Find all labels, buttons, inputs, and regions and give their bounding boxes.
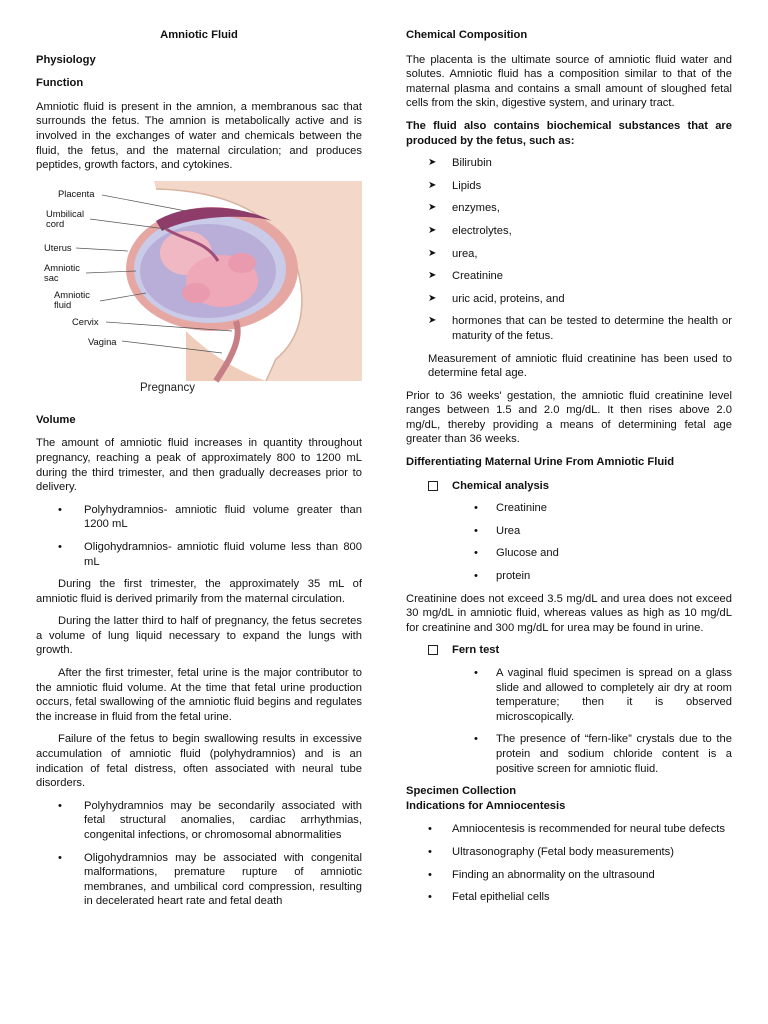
creatinine-urea-paragraph: Creatinine does not exceed 3.5 mg/dL and urea does not exceed 30 mg/dL in amniotic fluid, whereas values as high as 10 mg/dL for creatinine and 300 mg/dL for urea may be found in urine. <box>406 592 732 634</box>
chemical-analysis-sublist <box>452 501 732 583</box>
list-item: • Ultrasonography (Fetal body measurements) <box>428 845 674 858</box>
list-item: • Finding an abnormality on the ultrasound <box>428 868 655 881</box>
volume-bullet-list <box>36 503 362 569</box>
latter-third-paragraph: During the latter third to half of pregnancy, the fetus secretes a volume of lung liquid necessary to expand the lungs with growth. <box>36 615 362 657</box>
arrow-bullet-icon: ➤ <box>428 315 437 327</box>
list-item: • Polyhydramnios- amniotic fluid volume greater than 1200 mL <box>58 503 362 531</box>
biochemical-intro: The fluid also contains biochemical substances that are produced by the fetus, such as: <box>406 119 732 147</box>
square-bullet-icon <box>428 481 438 491</box>
list-item: • The presence of “fern-like” crystals due to the protein and sodium chloride content is a positive screen for amniotic fluid. <box>474 733 732 775</box>
square-bullet-icon <box>428 645 438 655</box>
pregnancy-illustration <box>36 181 362 403</box>
indications-heading: Indications for Amniocentesis <box>406 799 566 812</box>
list-item: ➤ Bilirubin <box>428 157 492 170</box>
indications-list <box>406 822 732 904</box>
chemical-composition-paragraph: The placenta is the ultimate source of amniotic fluid water and solutes. Amniotic fluid has a composition similar to that of the maternal plasma and contains a small amount of sloughed fetal cells from the skin, digestive system, and urinary tract. <box>406 53 732 110</box>
list-item: ➤ urea, <box>428 247 478 260</box>
figure-label-placenta: Placenta <box>58 187 95 199</box>
function-heading: Function <box>36 77 84 90</box>
figure-label-uterus: Uterus <box>44 241 72 253</box>
first-trimester-paragraph: During the first trimester, the approximately 35 mL of amniotic fluid is derived primarily from the maternal circulation. <box>36 578 362 605</box>
list-item: • Polyhydramnios may be secondarily associated with fetal structural anomalies, cardiac arrhythmias, congenital infections, or chromosomal abnormalities <box>58 799 362 841</box>
figure-label-umbilical-cord: Umbilical cord <box>46 207 85 229</box>
arrow-bullet-icon: ➤ <box>428 224 437 236</box>
measurement-paragraph: Measurement of amniotic fluid creatinine has been used to determine fetal age. <box>428 352 732 380</box>
list-item: • protein <box>474 570 531 583</box>
arrow-bullet-icon: ➤ <box>428 247 437 259</box>
list-item: • Oligohydramnios may be associated with congenital malformations, premature rupture of amniotic membranes, and umbilical cord compression, resulting in decelerated heart rate and fetal death <box>58 851 362 908</box>
volume-heading: Volume <box>36 413 76 426</box>
list-item: ➤ Creatinine <box>428 270 503 283</box>
list-item: ➤ Lipids <box>428 179 482 192</box>
figure-label-amniotic-fluid: Amniotic fluid <box>54 288 90 310</box>
figure-label-vagina: Vagina <box>88 335 117 347</box>
arrow-bullet-icon: ➤ <box>428 270 437 282</box>
right-column <box>406 28 732 913</box>
after-first-trimester-paragraph: After the first trimester, fetal urine is the major contributor to the amniotic fluid volume. At the time that fetal urine production occurs, fetal swallowing of the amniotic fluid begins and regulates the increase in fluid from the fetal urine. <box>36 667 362 723</box>
physiology-heading: Physiology <box>36 53 96 66</box>
volume-paragraph: The amount of amniotic fluid increases in quantity throughout pregnancy, reaching a peak of approximately 800 to 1200 mL during the third trimester, and then gradually decreases prior to delivery. <box>36 437 362 494</box>
specimen-collection-heading: Specimen Collection <box>406 785 517 798</box>
figure-label-cervix: Cervix <box>72 315 99 327</box>
list-item: ➤ enzymes, <box>428 202 500 215</box>
fern-test-list <box>406 643 732 776</box>
arrow-bullet-icon: ➤ <box>428 157 437 169</box>
list-item: • Urea <box>474 524 521 537</box>
list-item: Chemical analysis • Creatinine • Urea • Glucose and • protein <box>406 479 732 584</box>
fern-test-sublist <box>452 666 732 776</box>
failure-swallowing-paragraph: Failure of the fetus to begin swallowing results in excessive accumulation of amniotic fluid (polyhydramnios) and is an indication of fetal distress, often associated with neural tube disorders. <box>36 733 362 790</box>
arrow-bullet-icon: ➤ <box>428 179 437 191</box>
arrow-bullet-icon: ➤ <box>428 202 437 214</box>
chemical-composition-heading: Chemical Composition <box>406 29 528 41</box>
substances-list <box>406 156 732 343</box>
list-item: • A vaginal fluid specimen is spread on a glass slide and allowed to completely air dry at room temperature; then it is observed microscopically. <box>474 667 732 723</box>
list-item: Fern test • A vaginal fluid specimen is spread on a glass slide and allowed to completely air dry at room temperature; then it is observed microscopically. • The presence of “fern-like” crystals due to the protein and sodium chloride content is a positive screen for amniotic fluid. <box>406 643 732 776</box>
complications-bullet-list <box>36 799 362 909</box>
chemical-analysis-list <box>406 479 732 584</box>
figure-label-amniotic-sac: Amniotic sac <box>44 261 80 283</box>
document-title: Amniotic Fluid <box>160 29 238 41</box>
figure-caption: Pregnancy <box>140 381 195 394</box>
list-item: • Oligohydramnios- amniotic fluid volume less than 800 mL <box>58 540 362 568</box>
function-paragraph: Amniotic fluid is present in the amnion, a membranous sac that surrounds the fetus. The amnion is metabolically active and is involved in the exchanges of water and chemicals between the fluid, the fetus, and the maternal circulation; and produces peptides, growth factors, and cytokines. <box>36 100 362 172</box>
list-item: ➤ uric acid, proteins, and <box>428 292 565 305</box>
list-item: ➤ electrolytes, <box>428 224 512 237</box>
differentiating-heading: Differentiating Maternal Urine From Amniotic Fluid <box>406 456 675 469</box>
arrow-bullet-icon: ➤ <box>428 292 437 304</box>
list-item: • Glucose and <box>474 547 559 560</box>
left-column <box>36 28 362 917</box>
list-item: • Amniocentesis is recommended for neural tube defects <box>428 823 725 836</box>
prior-36-weeks-paragraph: Prior to 36 weeks' gestation, the amniotic fluid creatinine level ranges between 1.5 and 2.0 mg/dL. It then rises above 2.0 mg/dL, thereby providing a means of determining fetal age greater than 36 weeks. <box>406 389 732 446</box>
list-item: • Fetal epithelial cells <box>428 891 550 904</box>
list-item: • Creatinine <box>474 502 547 515</box>
list-item: ➤ hormones that can be tested to determine the health or maturity of the fetus. <box>428 315 732 342</box>
